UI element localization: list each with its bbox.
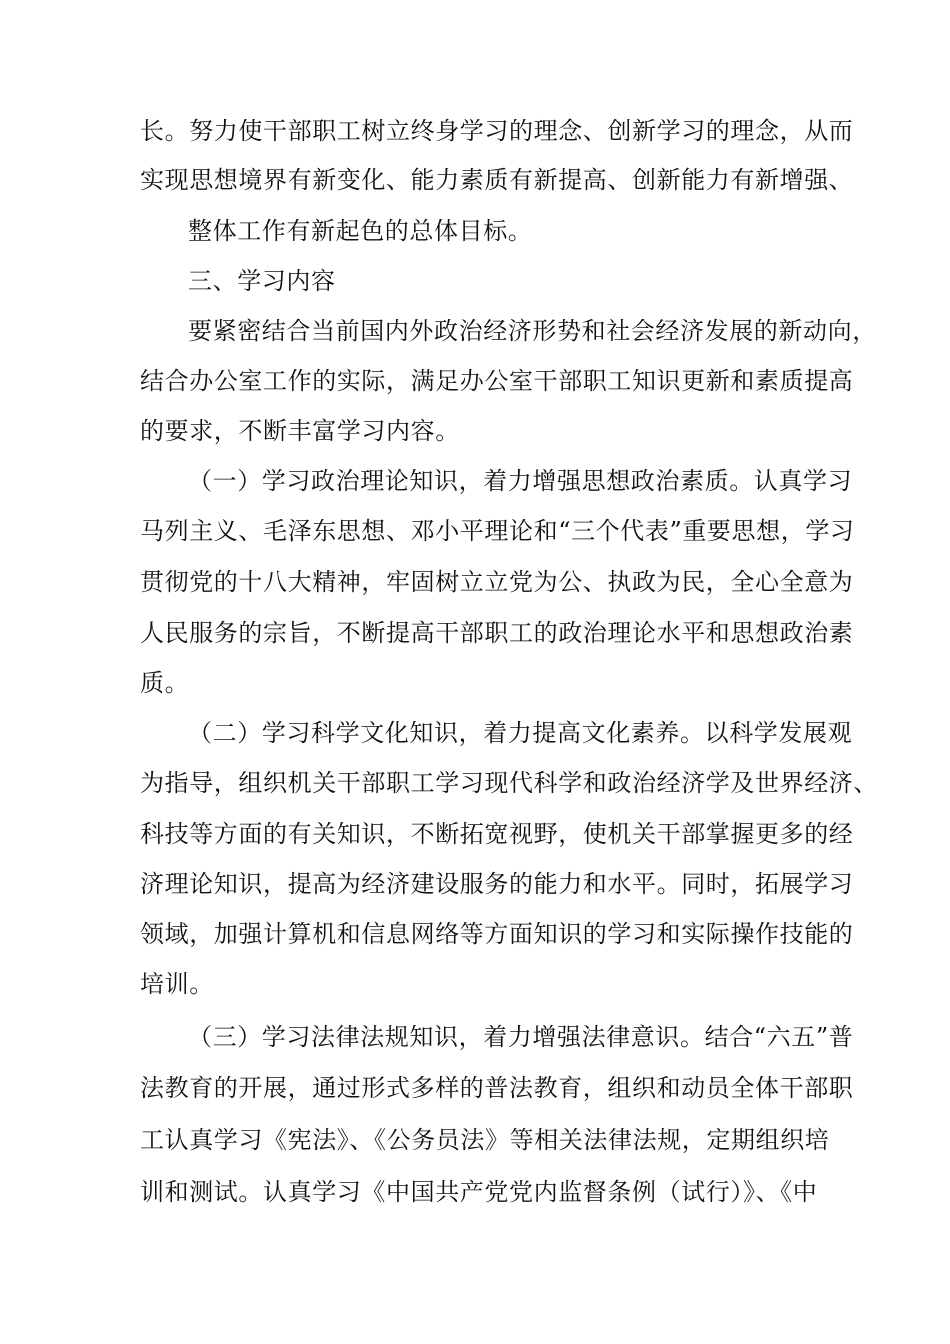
paragraph-line: 实现思想境界有新变化、能力素质有新提高、创新能力有新增强、	[140, 166, 854, 194]
paragraph-line: 工认真学习《宪法》、《公务员法》等相关法律法规，定期组织培	[140, 1126, 830, 1154]
paragraph-line: 马列主义、毛泽东思想、邓小平理论和“三个代表”重要思想，学习	[140, 517, 855, 545]
paragraph-line: 的要求，不断丰富学习内容。	[140, 417, 460, 445]
paragraph-line: 贯彻党的十八大精神，牢固树立立党为公、执政为民，全心全意为	[140, 568, 854, 596]
paragraph-line: 科技等方面的有关知识，不断拓宽视野，使机关干部掌握更多的经	[140, 820, 854, 848]
section-heading: 三、学习内容	[188, 267, 336, 295]
paragraph-line: 整体工作有新起色的总体目标。	[188, 217, 533, 245]
paragraph-line: 领域，加强计算机和信息网络等方面知识的学习和实际操作技能的	[140, 920, 854, 948]
paragraph-line: 要紧密结合当前国内外政治经济形势和社会经济发展的新动向，	[188, 317, 877, 345]
paragraph-line: （二）学习科学文化知识，着力提高文化素养。以科学发展观	[188, 719, 853, 747]
paragraph-line: 结合办公室工作的实际，满足办公室干部职工知识更新和素质提高	[140, 367, 854, 395]
paragraph-line: 质。	[140, 669, 190, 697]
paragraph-line: 训和测试。认真学习《中国共产党党内监督条例（试行）》、《中	[140, 1178, 818, 1206]
paragraph-line: 长。努力使干部职工树立终身学习的理念、创新学习的理念，从而	[140, 117, 854, 145]
paragraph-line: （三）学习法律法规知识，着力增强法律意识。结合“六五”普	[188, 1023, 854, 1051]
paragraph-line: 法教育的开展，通过形式多样的普法教育，组织和动员全体干部职	[140, 1074, 854, 1102]
paragraph-line: （一）学习政治理论知识，着力增强思想政治素质。认真学习	[188, 467, 853, 495]
paragraph-line: 为指导，组织机关干部职工学习现代科学和政治经济学及世界经济、	[140, 769, 878, 797]
paragraph-line: 济理论知识，提高为经济建设服务的能力和水平。同时，拓展学习	[140, 870, 854, 898]
paragraph-line: 人民服务的宗旨，不断提高干部职工的政治理论水平和思想政治素	[140, 619, 854, 647]
paragraph-line: 培训。	[140, 970, 214, 998]
